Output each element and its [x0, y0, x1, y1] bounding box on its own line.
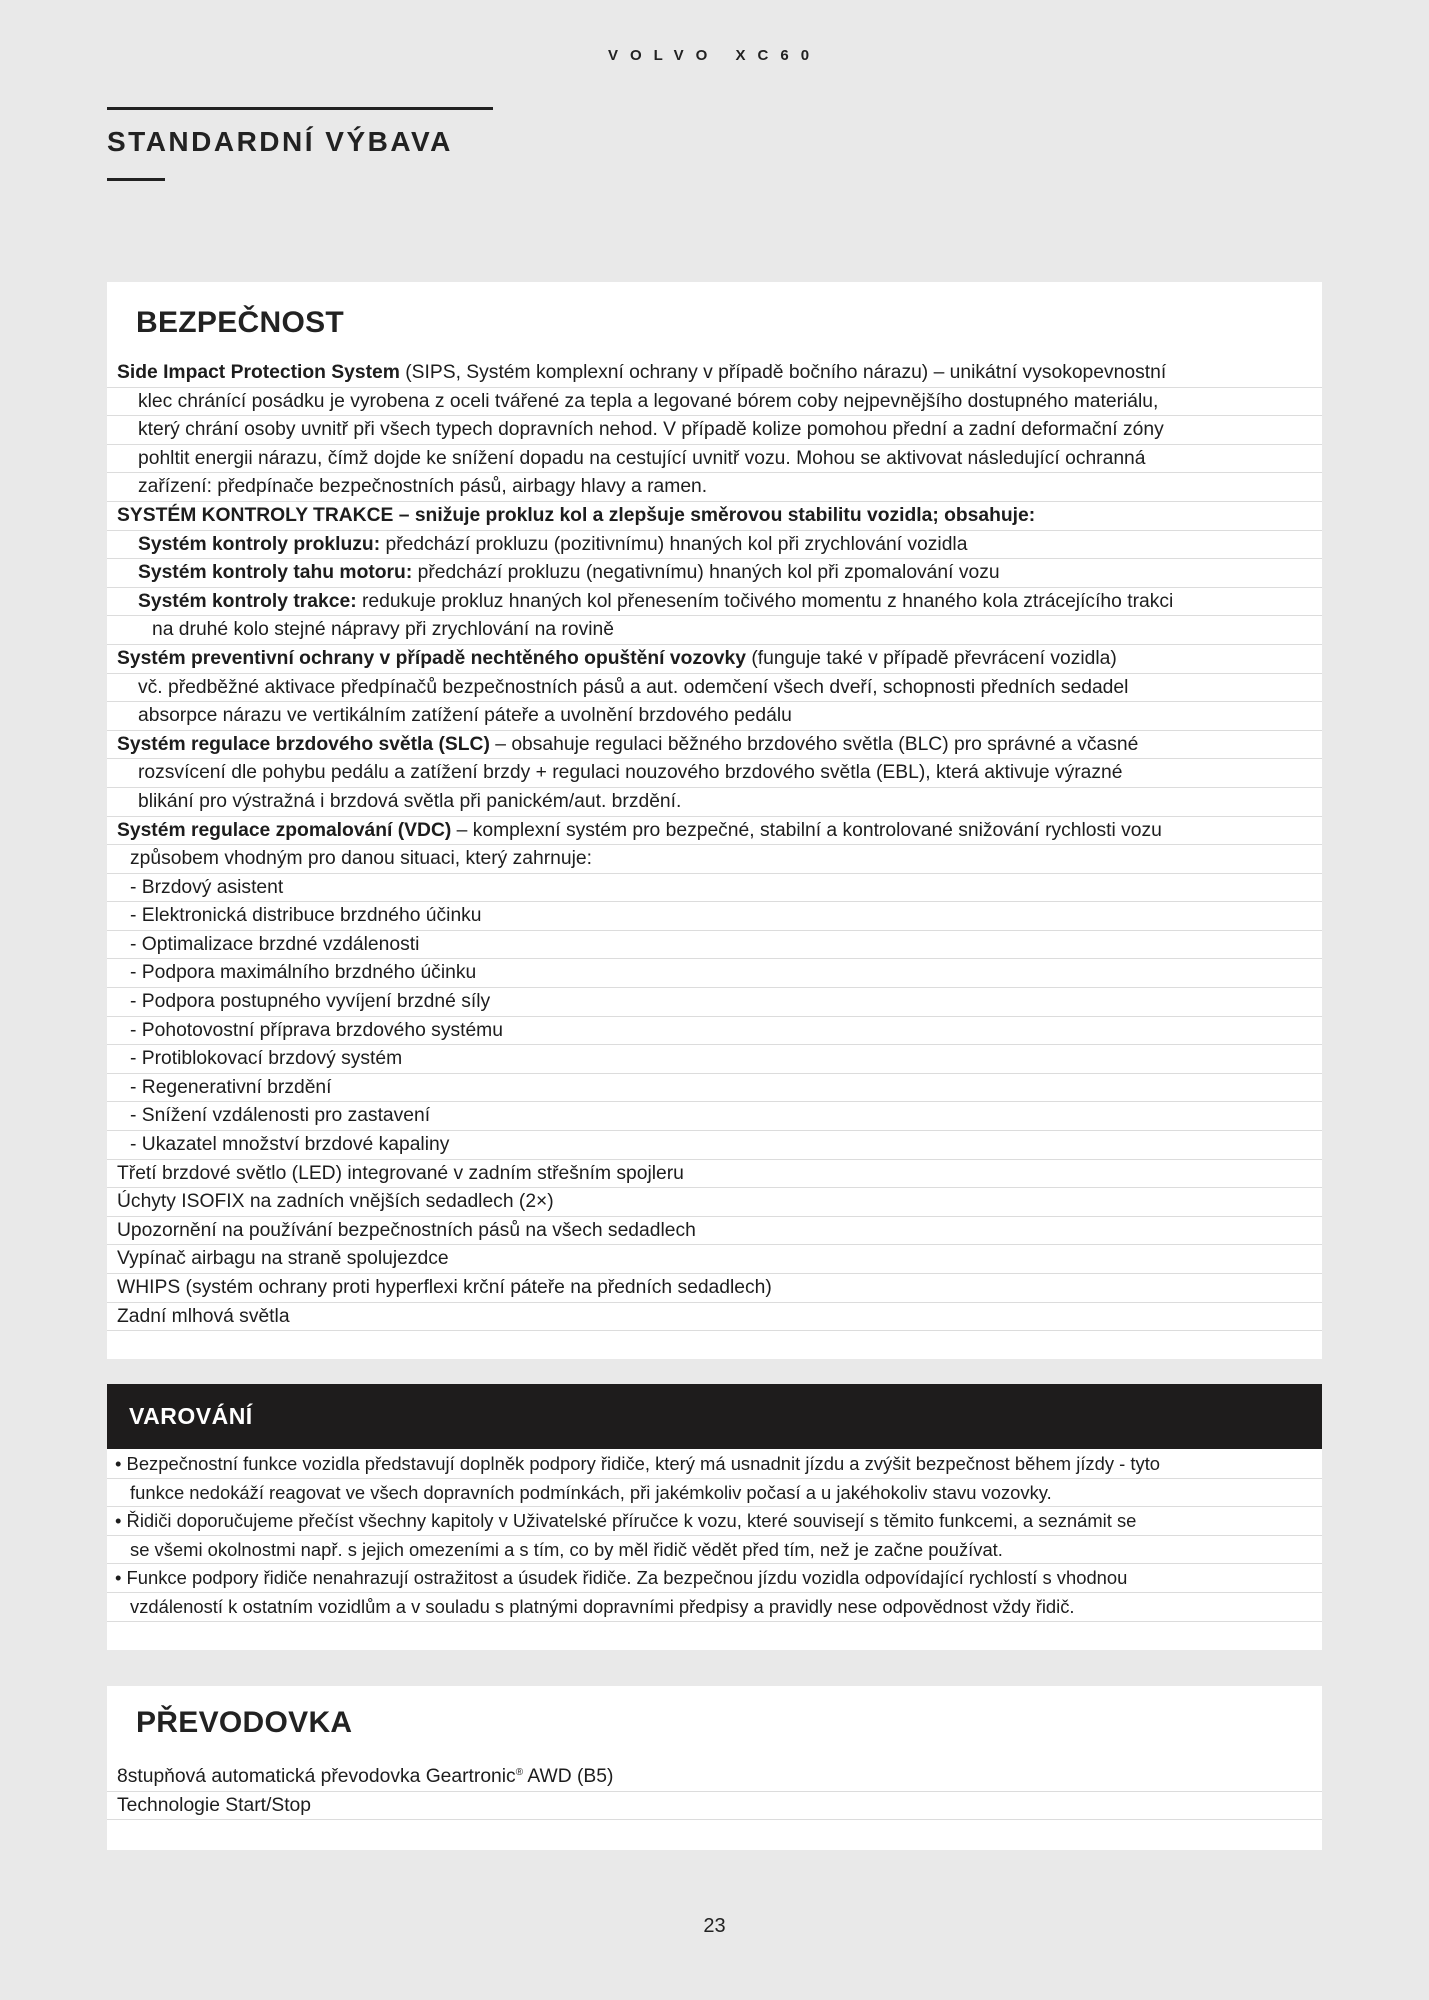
item-text: předchází prokluzu (negativnímu) hnaných kol při zpomalování vozu — [412, 562, 1000, 584]
title-rule-bottom — [107, 178, 165, 181]
list-item — [107, 388, 1322, 417]
item-text: - Brzdový asistent — [130, 876, 284, 898]
item-text: rozsvícení dle pohybu pedálu a zatížení brzdy + regulaci nouzového brzdového světla (EBL), která aktivuje výrazné — [138, 762, 1123, 784]
item-bold-text: Systém regulace zpomalování (VDC) — [117, 819, 452, 841]
list-item — [107, 1274, 1322, 1303]
page-title: STANDARDNÍ VÝBAVA — [107, 126, 453, 157]
item-bold-text: Systém kontroly trakce: — [138, 590, 357, 612]
item-text: absorpce nárazu ve vertikálním zatížení páteře a uvolnění brzdového pedálu — [138, 705, 792, 727]
item-bold-text: Systém kontroly tahu motoru: — [138, 562, 413, 584]
list-item — [107, 445, 1322, 474]
item-text: • Řidiči doporučujeme přečíst všechny kapitoly v Uživatelské příručce k vozu, které souvisejí s těmito funkcemi, a seznámit se — [115, 1510, 1137, 1532]
list-item — [107, 959, 1322, 988]
list-item — [107, 359, 1322, 388]
item-bold-text: Systém kontroly prokluzu: — [138, 533, 381, 555]
list-item — [107, 817, 1322, 846]
item-text: redukuje prokluz hnaných kol přenesením točivého momentu z hnaného kola ztrácejícího trakci — [356, 590, 1174, 612]
list-item — [107, 1536, 1322, 1565]
gearbox-list — [107, 1763, 1322, 1820]
title-rule-top — [107, 107, 493, 110]
list-item: Technologie Start/Stop — [107, 1792, 1322, 1821]
gearbox-heading: PŘEVODOVKA — [136, 1706, 353, 1739]
item-text: - Pohotovostní příprava brzdového systému — [130, 1019, 503, 1041]
gearbox-line-1-text: 8stupňová automatická převodovka Geartronic — [117, 1766, 516, 1787]
list-item — [107, 1131, 1322, 1160]
safety-section — [107, 282, 1322, 1359]
item-text: blikání pro výstražná i brzdová světla při panickém/aut. brzdění. — [138, 790, 682, 812]
list-item — [107, 1045, 1322, 1074]
item-text: vzdáleností k ostatním vozidlům a v souladu s platnými dopravními předpisy a pravidly nese odpovědnost vždy řidič. — [130, 1595, 1075, 1617]
item-text: zařízení: předpínače bezpečnostních pásů, airbagy hlavy a ramen. — [138, 476, 708, 498]
item-text: • Funkce podpory řidiče nenahrazují ostražitost a úsudek řidiče. Za bezpečnou jízdu vozidla odpovídající rychlostí s vhodnou — [115, 1567, 1128, 1589]
item-text: - Ukazatel množství brzdové kapaliny — [130, 1134, 450, 1156]
item-text: (funguje také v případě převrácení vozidla) — [745, 647, 1117, 669]
registered-mark: ® — [515, 1767, 524, 1778]
item-text: Upozornění na používání bezpečnostních pásů na všech sedadlech — [117, 1219, 696, 1241]
item-text: WHIPS (systém ochrany proti hyperflexi krční páteře na předních sedadlech) — [117, 1277, 772, 1298]
list-item — [107, 759, 1322, 788]
warning-section — [107, 1384, 1322, 1650]
item-text: na druhé kolo stejné nápravy při zrychlování na rovině — [152, 619, 614, 641]
brand-header: VOLVO XC60 — [607, 47, 822, 64]
item-text: • Bezpečnostní funkce vozidla představují doplněk podpory řidiče, který má usnadnit jízdu a zvýšit bezpečnost během jízdy - tyto — [115, 1453, 1161, 1474]
safety-heading: BEZPEČNOST — [136, 306, 345, 339]
list-item — [107, 1763, 1322, 1792]
list-item — [107, 788, 1322, 817]
list-item — [107, 1017, 1322, 1046]
item-text: vč. předběžné aktivace předpínačů bezpečnostních pásů a aut. odemčení všech dveří, schopnosti předních sedadel — [138, 676, 1129, 698]
list-item — [107, 1593, 1322, 1622]
list-item — [107, 1074, 1322, 1103]
item-text: který chrání osoby uvnitř při všech typech dopravních nehod. V případě kolize pomohou přední a zadní deformační zóny — [138, 419, 1164, 441]
list-item — [107, 1450, 1322, 1479]
item-text: - Elektronická distribuce brzdného účinku — [130, 905, 482, 927]
list-item — [107, 1160, 1322, 1189]
safety-list — [107, 359, 1322, 1331]
list-item — [107, 1245, 1322, 1274]
item-text: - Podpora postupného vyvíjení brzdné síly — [130, 991, 491, 1013]
item-bold-text: SYSTÉM KONTROLY TRAKCE – snižuje prokluz kol a zlepšuje směrovou stabilitu vozidla; obsahuje: — [117, 504, 1036, 526]
item-text: Třetí brzdové světlo (LED) integrované v zadním střešním spojleru — [117, 1162, 684, 1184]
item-text: - Regenerativní brzdění — [130, 1076, 332, 1098]
list-item — [107, 473, 1322, 502]
item-text: - Protiblokovací brzdový systém — [130, 1048, 403, 1070]
list-item — [107, 674, 1322, 703]
item-text: - Optimalizace brzdné vzdálenosti — [130, 933, 420, 955]
list-item — [107, 1102, 1322, 1131]
item-text: funkce nedokáží reagovat ve všech dopravních podmínkách, při jakémkoliv počasí a u jakéhokoliv stavu vozovky. — [130, 1481, 1052, 1503]
item-text: - Podpora maximálního brzdného účinku — [130, 962, 477, 984]
item-text: (SIPS, Systém komplexní ochrany v případě bočního nárazu) – unikátní vysokopevnostní — [399, 362, 1167, 383]
list-item — [107, 531, 1322, 560]
item-text: způsobem vhodným pro danou situaci, který zahrnuje: — [130, 848, 592, 870]
item-text: klec chránící posádku je vyrobena z oceli tvářené za tepla a legované bórem coby nejpevnějšího dostupného materiálu, — [138, 390, 1159, 412]
item-bold-text: Systém preventivní ochrany v případě nechtěného opuštění vozovky — [117, 647, 746, 669]
list-item — [107, 1507, 1322, 1536]
list-item — [107, 1564, 1322, 1593]
item-text: - Snížení vzdálenosti pro zastavení — [130, 1105, 431, 1127]
warning-header-bar — [107, 1384, 1322, 1449]
item-text: Vypínač airbagu na straně spolujezdce — [117, 1248, 449, 1270]
list-item — [107, 902, 1322, 931]
list-item — [107, 702, 1322, 731]
list-item — [107, 1303, 1322, 1332]
list-item — [107, 1188, 1322, 1217]
list-item — [107, 874, 1322, 903]
item-text: Zadní mlhová světla — [117, 1305, 290, 1327]
list-item — [107, 931, 1322, 960]
item-text: Úchyty ISOFIX na zadních vnějších sedadlech (2×) — [117, 1191, 554, 1213]
list-item — [107, 845, 1322, 874]
list-item — [107, 988, 1322, 1017]
list-item — [107, 645, 1322, 674]
list-item — [107, 416, 1322, 445]
item-bold-text: Side Impact Protection System — [117, 362, 400, 383]
item-text: – obsahuje regulaci běžného brzdového světla (BLC) pro správné a včasné — [489, 733, 1139, 755]
list-item — [107, 1217, 1322, 1246]
list-item — [107, 1479, 1322, 1508]
item-text: – komplexní systém pro bezpečné, stabilní a kontrolované snižování rychlosti vozu — [451, 819, 1162, 841]
item-text: se všemi okolnostmi např. s jejich omezeními a s tím, co by měl řidič vědět před tím, než je začne používat. — [130, 1538, 1003, 1560]
list-item — [107, 559, 1322, 588]
item-text: pohltit energii nárazu, čímž dojde ke snížení dopadu na cestující uvnitř vozu. Mohou se aktivovat následující ochranná — [138, 447, 1146, 469]
list-item — [107, 588, 1322, 617]
warning-heading: VAROVÁNÍ — [129, 1403, 253, 1429]
list-item — [107, 616, 1322, 645]
page-number: 23 — [703, 1915, 726, 1937]
warning-list — [107, 1450, 1322, 1622]
list-item — [107, 731, 1322, 760]
item-text: předchází prokluzu (pozitivnímu) hnaných kol při zrychlování vozidla — [380, 533, 968, 555]
item-bold-text: Systém regulace brzdového světla (SLC) — [117, 733, 490, 755]
gearbox-section — [107, 1686, 1322, 1850]
gearbox-line-1-suffix: AWD (B5) — [523, 1766, 614, 1787]
list-item — [107, 502, 1322, 531]
